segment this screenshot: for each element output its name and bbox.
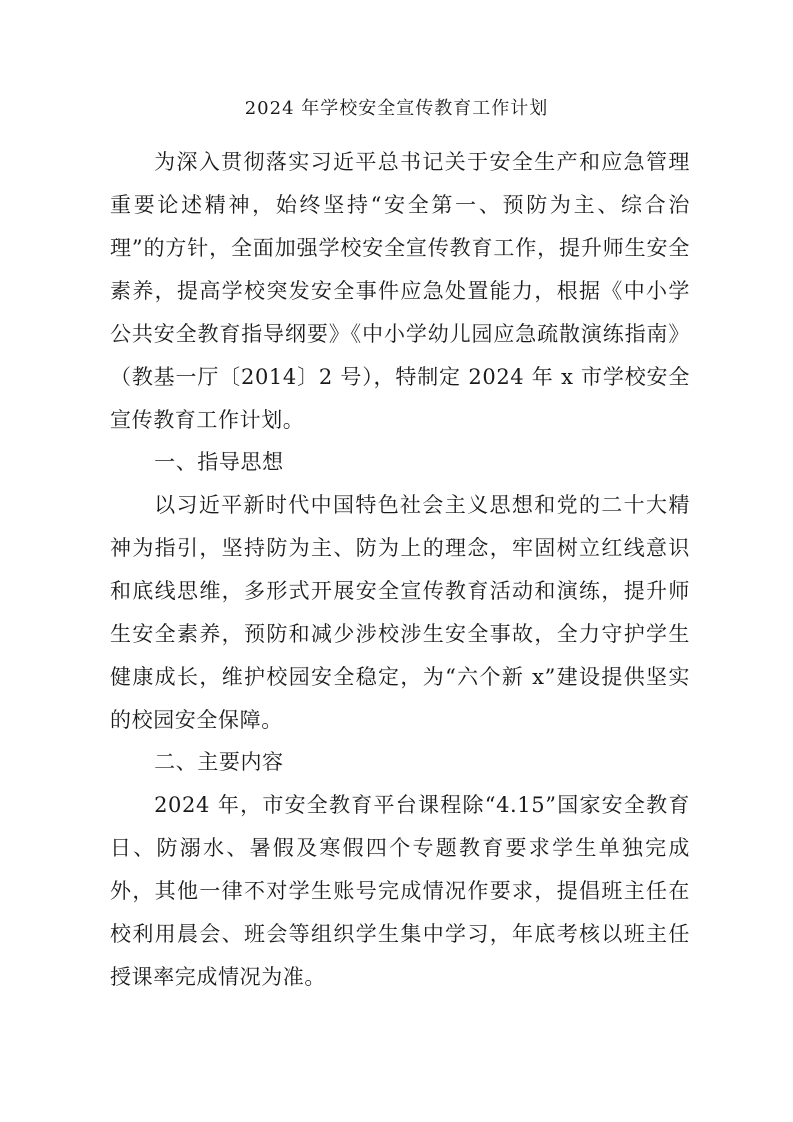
section-1-heading: 一、指导思想 (154, 450, 284, 474)
section-1-body-block (110, 484, 690, 742)
section-1-paragraph: 以习近平新时代中国特色社会主义思想和党的二十大精神为指引，坚持防为主、防为上的理念，牢固树立红线意识和底线思维，多形式开展安全宣传教育活动和演练，提升师生安全素养，预防和减少涉校涉生安全事故，全力守护学生健康成长，维护校园安全稳定，为“六个新 x”建设提供坚实的校园安全保障。 (110, 493, 690, 732)
section-1-heading-block (110, 441, 690, 484)
section-2-heading: 二、主要内容 (154, 750, 284, 774)
section-2-body-block (110, 784, 690, 999)
document-title: 2024 年学校安全宣传教育工作计划 (244, 98, 549, 119)
section-2-paragraph: 2024 年，市安全教育平台课程除“4.15”国家安全教育日、防溺水、暑假及寒假四个专题教育要求学生单独完成外，其他一律不对学生账号完成情况作要求，提倡班主任在校利用晨会、班会等组织学生集中学习，年底考核以班主任授课率完成情况为准。 (110, 793, 690, 989)
intro-paragraph: 为深入贯彻落实习近平总书记关于安全生产和应急管理重要论述精神，始终坚持“安全第一、预防为主、综合治理”的方针，全面加强学校安全宣传教育工作，提升师生安全素养，提高学校突发安全事件应急处置能力，根据《中小学公共安全教育指导纲要》《中小学幼儿园应急疏散演练指南》（教基一厅〔2014〕2 号），特制定 2024 年 x 市学校安全宣传教育工作计划。 (110, 150, 690, 432)
intro-block (110, 141, 690, 442)
section-2-heading-block (110, 741, 690, 784)
